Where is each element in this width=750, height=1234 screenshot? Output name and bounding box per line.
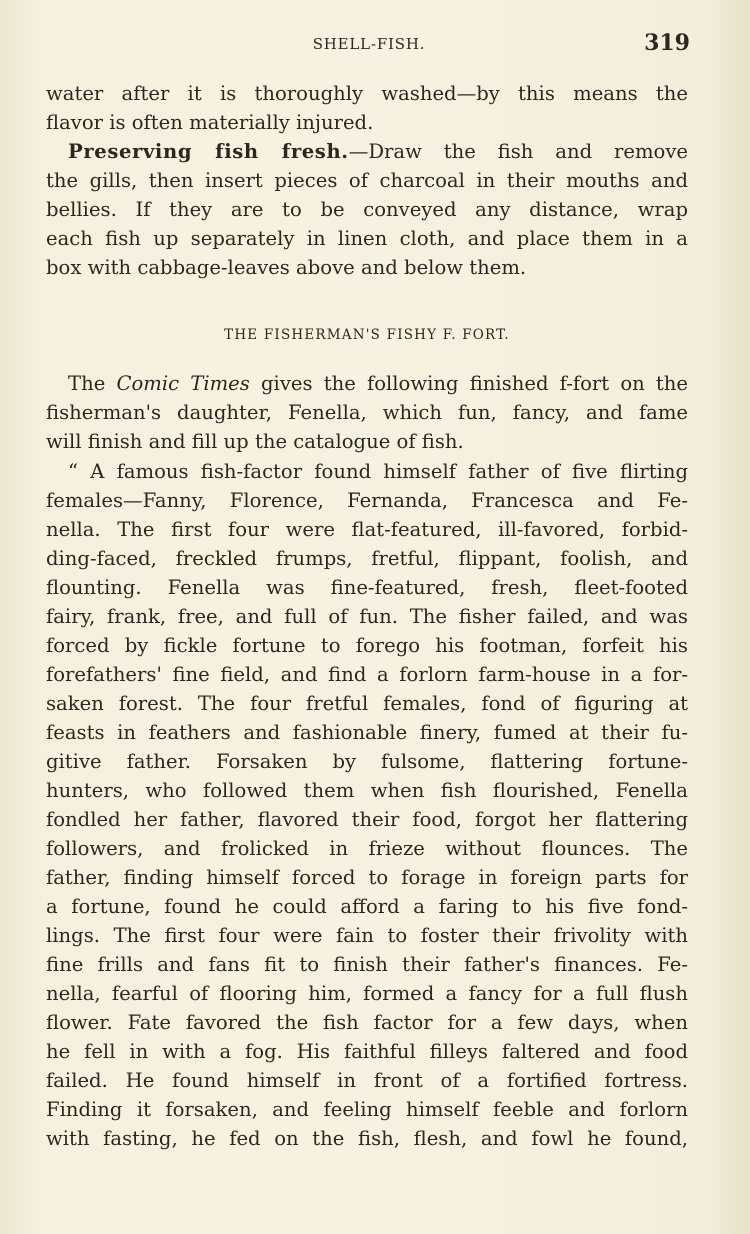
section-title: THE FISHERMAN'S FISHY F. FORT. <box>224 327 510 343</box>
text-line: a fortune, found he could afford a faring to his five fond- <box>46 895 688 918</box>
running-head <box>48 30 690 54</box>
text-line: gitive father. Forsaken by fulsome, flattering fortune- <box>46 750 688 773</box>
text-line: fondled her father, flavored their food, forgot her flattering <box>46 808 688 831</box>
text-line: forced by fickle fortune to forego his footman, forfeit his <box>46 634 688 657</box>
paragraph-heading: Preserving fish fresh. <box>68 140 349 163</box>
paragraph-preserving-fish <box>46 137 688 282</box>
text-line: hunters, who followed them when fish flourished, Fenella <box>46 779 688 802</box>
text-line: water after it is thoroughly washed—by this means the <box>46 82 688 105</box>
text-line: fine frills and fans fit to finish their father's finances. Fe- <box>46 953 688 976</box>
paragraph-fish-factor-story <box>46 457 688 1153</box>
text-line: Finding it forsaken, and feeling himself feeble and forlorn <box>46 1098 688 1121</box>
paragraph-washing-continued <box>46 79 688 137</box>
text-line: nella. The first four were flat-featured, ill-favored, forbid- <box>46 518 688 541</box>
text-line: ding-faced, freckled frumps, fretful, flippant, foolish, and <box>46 547 688 570</box>
text-fragment: gives the following finished f-fort on the <box>249 372 689 395</box>
text-line: he fell in with a fog. His faithful filleys faltered and food <box>46 1040 688 1063</box>
text-line: with fasting, he fed on the fish, flesh, and fowl he found, <box>46 1127 688 1150</box>
text-fragment: —Draw the fish and remove <box>348 140 688 163</box>
text-line: each fish up separately in linen cloth, and place them in a <box>46 227 688 250</box>
text-line <box>46 137 688 166</box>
text-line: forefathers' fine field, and find a forlorn farm-house in a for- <box>46 663 688 686</box>
text-line: fairy, frank, free, and full of fun. The fisher failed, and was <box>46 605 688 628</box>
paragraph-comic-times <box>46 369 688 456</box>
text-line: father, finding himself forced to forage in foreign parts for <box>46 866 688 889</box>
text-line: failed. He found himself in front of a fortified fortress. <box>46 1069 688 1092</box>
text-line: box with cabbage-leaves above and below them. <box>46 256 527 279</box>
text-line: nella, fearful of flooring him, formed a fancy for a full flush <box>46 982 688 1005</box>
text-line: bellies. If they are to be conveyed any distance, wrap <box>46 198 688 221</box>
text-line: fisherman's daughter, Fenella, which fun, fancy, and fame <box>46 401 688 424</box>
page-number: 319 <box>644 30 690 56</box>
text-line: flavor is often materially injured. <box>46 111 374 134</box>
running-title: SHELL-FISH. <box>312 35 426 53</box>
italic-title: Comic Times <box>116 372 250 395</box>
text-line: flower. Fate favored the fish factor for a few days, when <box>46 1011 688 1034</box>
text-line: the gills, then insert pieces of charcoal in their mouths and <box>46 169 688 192</box>
text-line: females—Fanny, Florence, Fernanda, Francesca and Fe- <box>46 489 688 512</box>
text-line: “ A famous fish-factor found himself father of five flirting <box>68 460 688 483</box>
text-line: followers, and frolicked in frieze without flounces. The <box>46 837 688 860</box>
text-line: lings. The first four were fain to foster their frivolity with <box>46 924 688 947</box>
text-line <box>46 369 688 398</box>
text-line: flounting. Fenella was fine-featured, fresh, fleet-footed <box>46 576 688 599</box>
text-line: feasts in feathers and fashionable finery, fumed at their fu- <box>46 721 688 744</box>
text-fragment: The <box>68 372 117 395</box>
text-line: saken forest. The four fretful females, fond of figuring at <box>46 692 688 715</box>
text-line: will finish and fill up the catalogue of fish. <box>46 430 464 453</box>
